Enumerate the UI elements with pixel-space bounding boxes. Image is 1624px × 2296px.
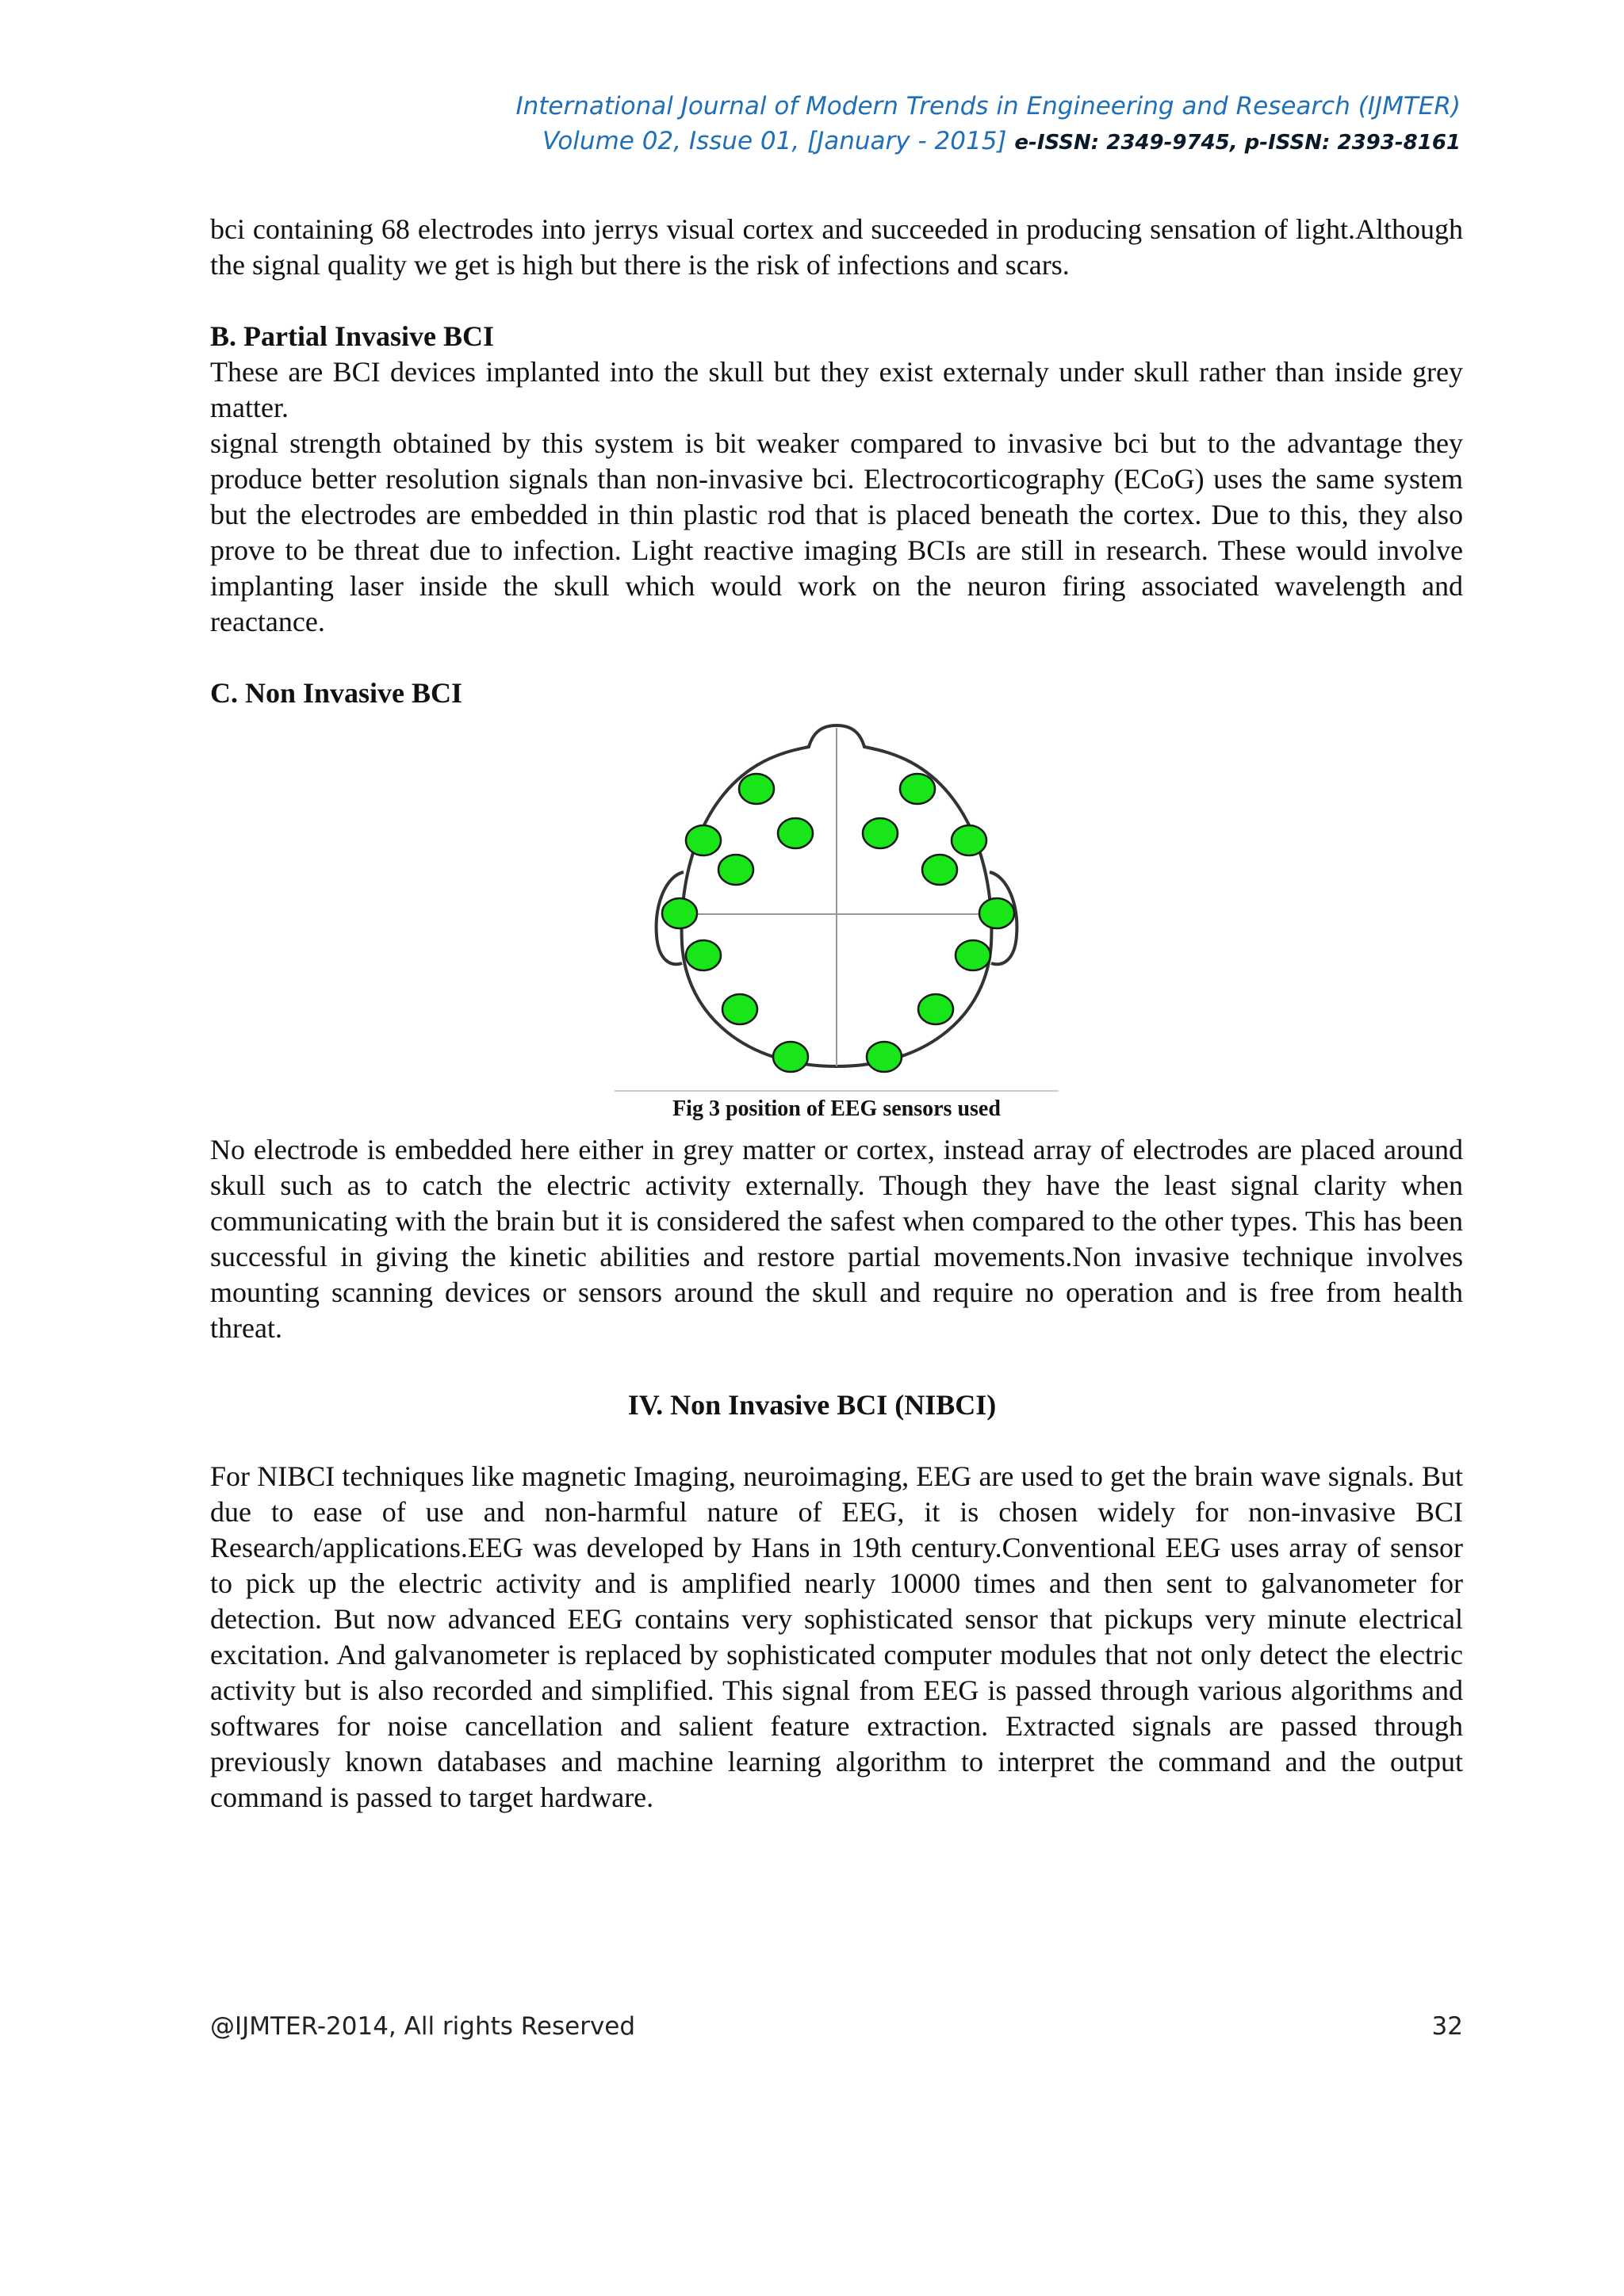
journal-volume-line [515, 124, 1461, 160]
eeg-electrode-6 [952, 825, 986, 855]
journal-header [515, 89, 1461, 160]
page-number: 32 [1431, 2012, 1463, 2041]
eeg-electrode-8 [922, 855, 957, 885]
eeg-electrode-13 [722, 994, 757, 1024]
eeg-head-figure [611, 706, 1063, 1094]
section-b-heading: B. Partial Invasive BCI [210, 320, 495, 352]
section-iv-heading: IV. Non Invasive BCI (NIBCI) [627, 1389, 997, 1421]
eeg-electrode-1 [739, 774, 774, 804]
section-b-paragraph-2: signal strength obtained by this system is bit weaker compared to invasive bci but to the advantage they produce better resolution signals than non-invasive bci. Electrocorticography (ECoG) uses the same system but the electrodes are embedded in thin plastic rod that is placed beneath the cortex. Due to this, they also prove to be threat due to infection. Light reactive imaging BCIs are still in research. These would involve implanting laser inside the skull which would work on the neuron firing associated wavelength and reactance. [210, 427, 1463, 637]
page-footer [210, 2011, 1463, 2042]
eeg-electrode-14 [918, 994, 953, 1024]
journal-title: International Journal of Modern Trends in Engineering and Research (IJMTER) [515, 92, 1461, 121]
eeg-electrode-15 [773, 1042, 808, 1072]
eeg-head-diagram [611, 706, 1063, 1094]
copyright-notice: @IJMTER-2014, All rights Reserved [210, 2012, 636, 2041]
section-iv-body [210, 1459, 1463, 1816]
eeg-electrode-3 [686, 825, 721, 855]
eeg-electrode-4 [778, 818, 813, 848]
section-b-paragraph-1: These are BCI devices implanted into the skull but they exist externaly under skull rather than inside grey matter. [210, 356, 1463, 423]
intro-paragraph [210, 212, 1463, 283]
section-iv-paragraph-1: For NIBCI techniques like magnetic Imaging, neuroimaging, EEG are used to get the brain wave signals. But due to ease of use and non-harmful nature of EEG, it is chosen widely for non-invasive BCI Research/applications.EEG was developed by Hans in 19th century.Conventional EEG uses array of sensor to pick up the electric activity and is amplified nearly 10000 times and then sent to galvanometer for detection. But now advanced EEG contains very sophisticated sensor that pickups very minute electrical excitation. And galvanometer is replaced by sophisticated computer modules that not only detect the electric activity but is also recorded and simplified. This signal from EEG is passed through various algorithms and softwares for noise cancellation and salient feature extraction. Extracted signals are passed through previously known databases and machine learning algorithm to interpret the command and the output command is passed to target hardware. [210, 1460, 1463, 1813]
eeg-electrode-2 [900, 774, 935, 804]
issn-numbers: e-ISSN: 2349-9745, p-ISSN: 2393-8161 [1014, 131, 1461, 155]
eeg-electrode-10 [979, 898, 1014, 928]
figure-caption: Fig 3 position of EEG sensors used [672, 1096, 1001, 1121]
section-c-body [210, 1132, 1463, 1346]
eeg-electrode-12 [956, 940, 990, 970]
eeg-electrode-16 [867, 1042, 902, 1072]
eeg-electrode-5 [863, 818, 898, 848]
intro-text: bci containing 68 electrodes into jerrys visual cortex and succeeded in producing sensation of light.Although the signal quality we get is high but there is the risk of infections and scars. [210, 213, 1463, 281]
section-b [210, 319, 1463, 640]
eeg-electrode-9 [662, 898, 697, 928]
volume-issue: Volume 02, Issue 01, [January - 2015] [542, 127, 1007, 155]
eeg-electrode-11 [686, 940, 721, 970]
section-c-paragraph-1: No electrode is embedded here either in grey matter or cortex, instead array of electrodes are placed around skull such as to catch the electric activity externally. Though they have the least signal clarity when communicating with the brain but it is considered the safest when compared to the other types. This has been successful in giving the kinetic abilities and restore partial movements.Non invasive technique involves mounting scanning devices or sensors around the skull and require no operation and is free from health threat. [210, 1134, 1463, 1344]
section-c-heading: C. Non Invasive BCI [210, 677, 463, 709]
eeg-electrode-7 [718, 855, 753, 885]
